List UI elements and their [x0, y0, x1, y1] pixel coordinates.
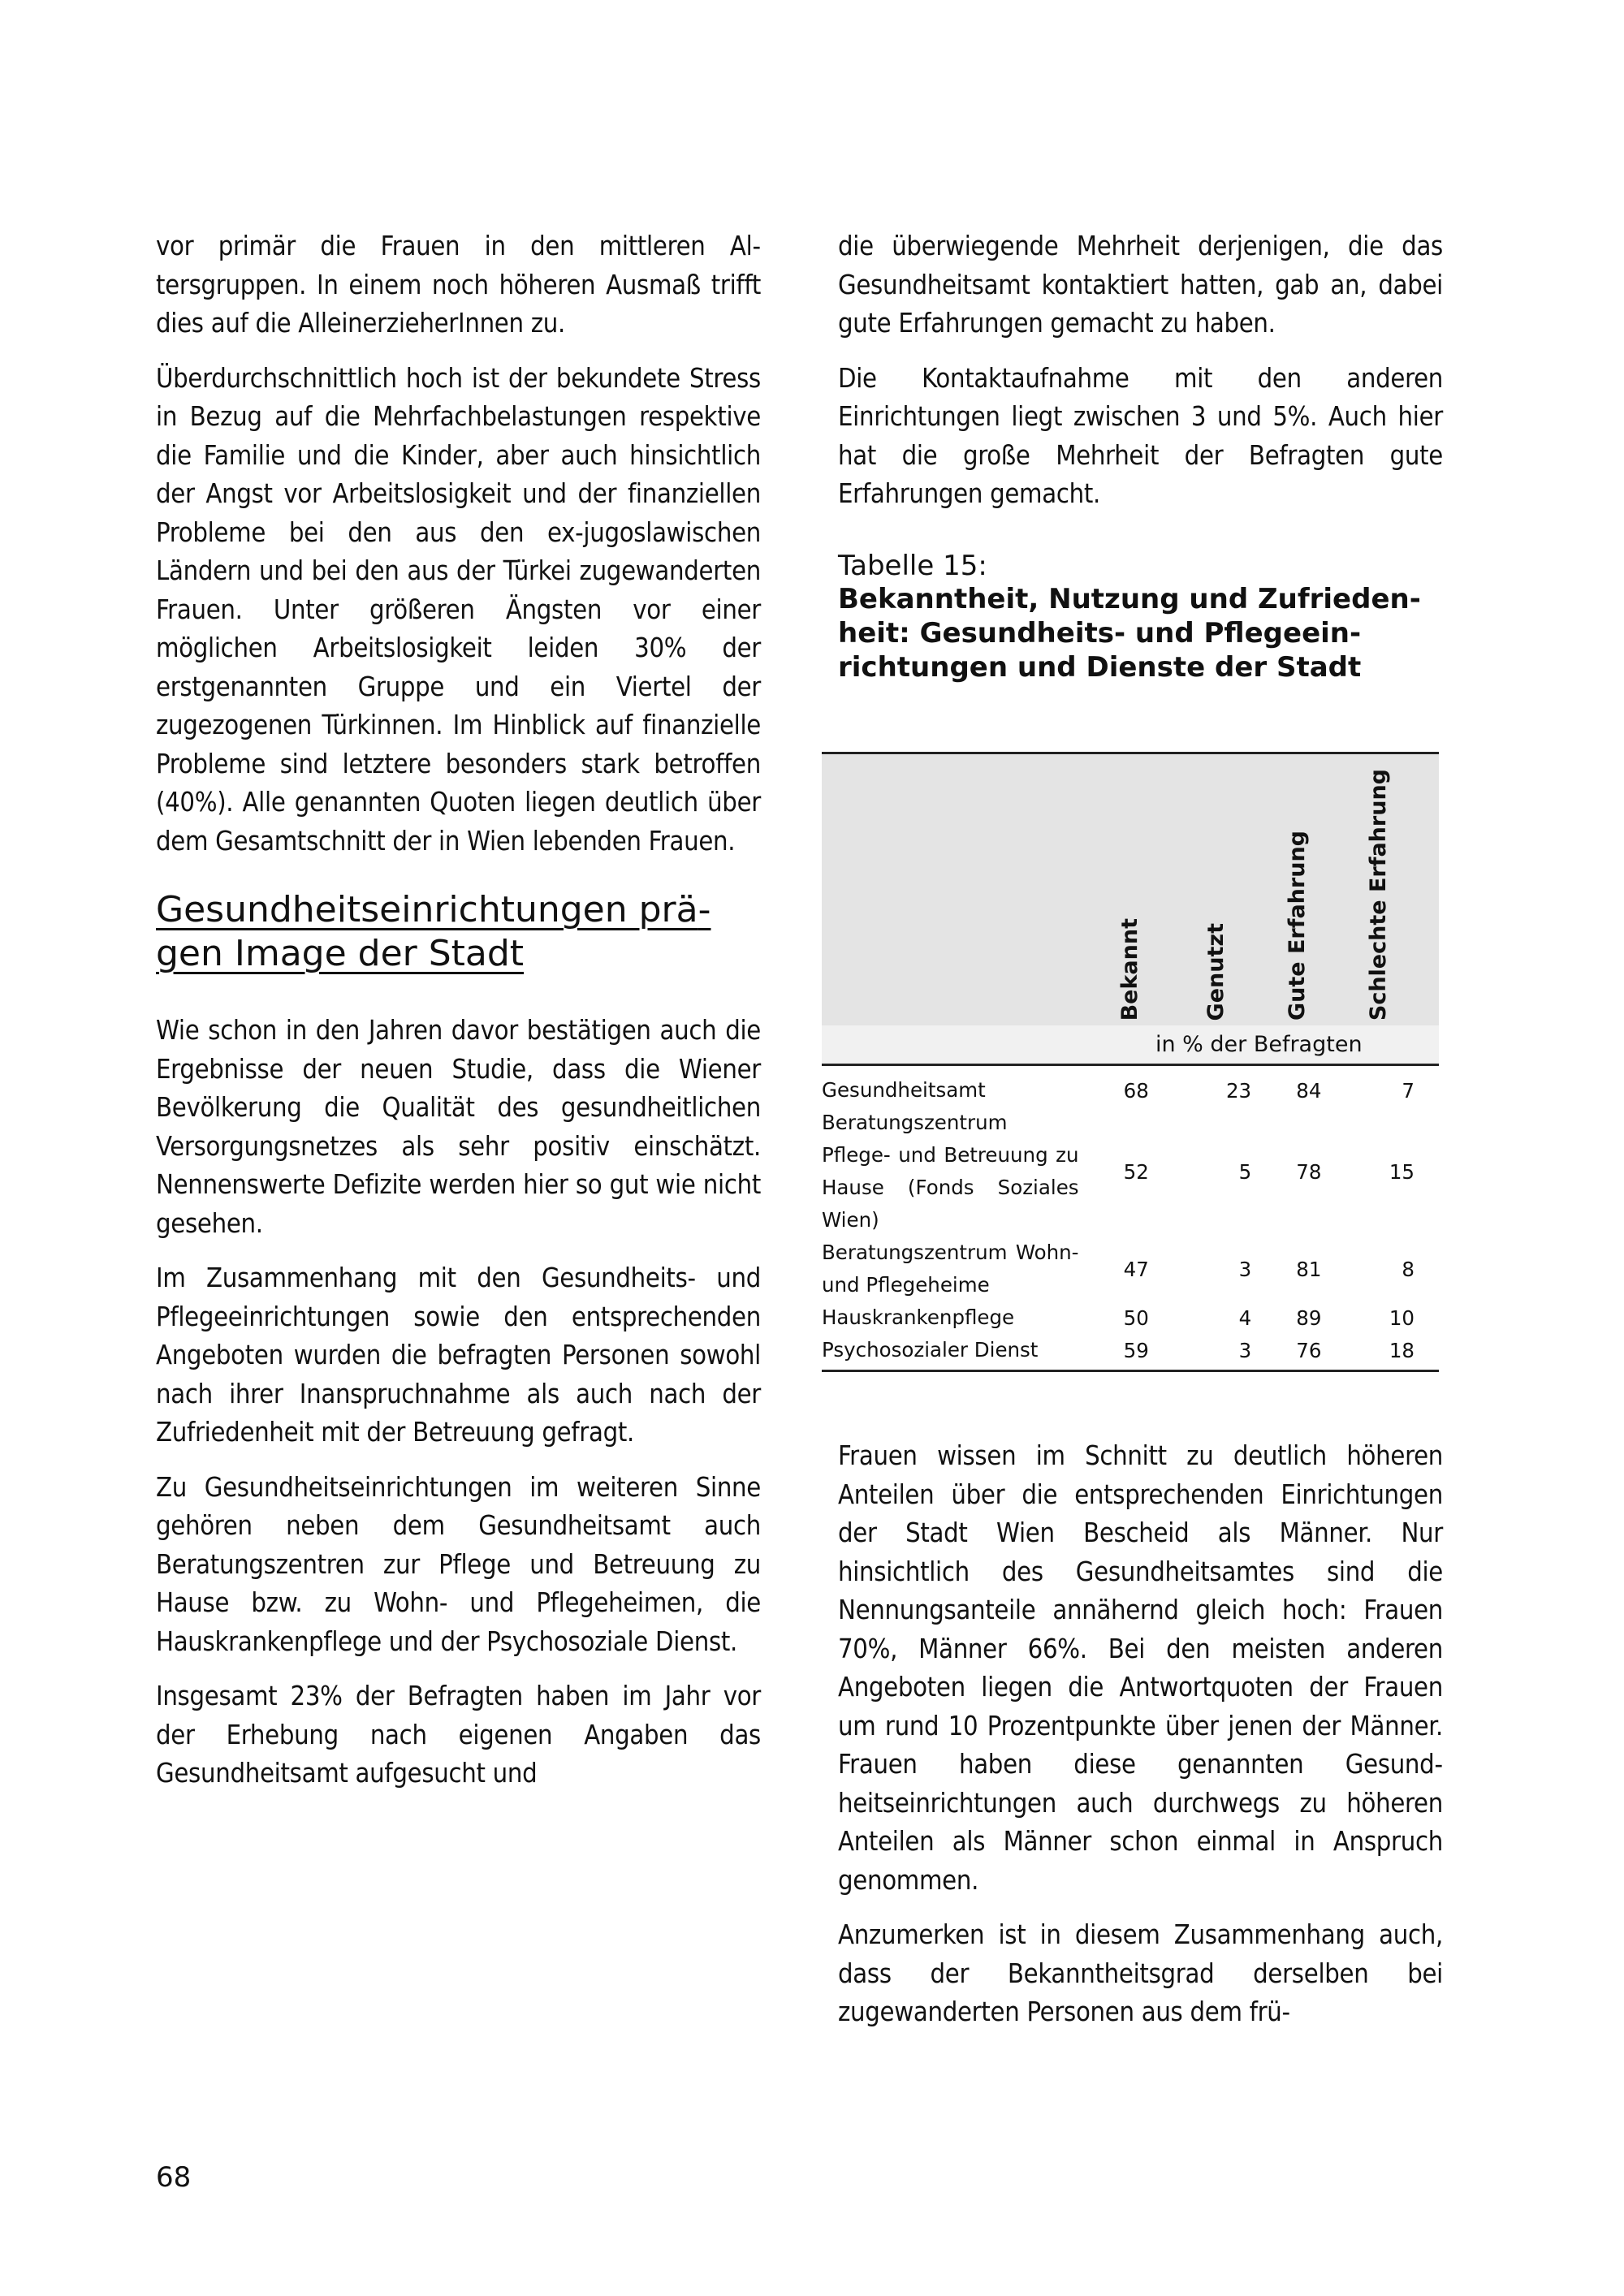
- column-header-gute-erfahrung: Gute Erfahrung: [1251, 753, 1344, 1026]
- paragraph: Überdurchschnittlich hoch ist der bekundete Stress in Bezug auf die Mehrfachbelastungen respektive die Familie und die Kinder, aber auch hinsichtlich der Angst vor Arbeitslosigkeit und der finanziellen Probleme bei den aus den ex-jugoslawischen Ländern und bei den aus der Türkei zugewanderten Frauen. Unter größeren Ängsten vor einer möglichen Arbeitslosigkeit leiden 30% der erstgenannten Gruppe und ein Viertel der zugezogenen Türkinnen. Im Hinblick auf finanzielle Probleme sind letztere besonders stark betroffen (40%). Alle genannten Quoten liegen deutlich über dem Gesamtschnitt der in Wien lebenden Frauen.: [156, 362, 761, 857]
- table-row: Beratungszentrum Pflege- und Betreuung zu Hause (Fonds Soziales Wien) 52 5 78 15: [822, 1111, 1415, 1232]
- data-table: [822, 752, 1439, 1372]
- column-header-schlechte-erfahrung: Schlechte Erfahrung: [1344, 753, 1439, 1026]
- page-number: 68: [156, 2161, 192, 2194]
- paragraph: Wie schon in den Jahren davor bestätigen auch die Ergebnisse der neuen Studie, dass die Wiener Bevölkerung die Qualität des gesundheitlichen Versorgungsnetzes als sehr positiv einschätzt. Nennenswerte Defizite werden hier so gut wie nicht gesehen.: [156, 1015, 761, 1239]
- section-heading: Gesundheitseinrichtungen prägen Image der Stadt: [156, 889, 711, 974]
- table-row: Beratungszentrum Wohn- und Pflegeheime 47 3 81 8: [822, 1241, 1415, 1297]
- table-label: Tabelle 15:: [838, 549, 987, 582]
- table-row: Gesundheitsamt 68 23 84 7: [822, 1078, 1415, 1103]
- paragraph: die überwiegende Mehrheit derjenigen, die das Gesundheitsamt kontaktiert hatten, gab an, dabei gute Erfahrungen gemacht zu haben.: [838, 231, 1443, 339]
- paragraph: Insgesamt 23% der Befragten haben im Jahr vor der Erhebung nach eigenen Angaben das Gesundheitsamt aufgesucht und: [156, 1681, 761, 1789]
- column-header-genutzt: Genutzt: [1181, 753, 1251, 1026]
- left-column: [156, 227, 761, 1810]
- column-header-bekannt: Bekannt: [1079, 753, 1181, 1026]
- table-unit-row: [822, 1025, 1439, 1065]
- right-column: [838, 227, 1443, 684]
- header-empty-cell: [822, 753, 1079, 1026]
- paragraph: Frauen wissen im Schnitt zu deutlich höheren Anteilen über die entsprechenden Einrichtungen der Stadt Wien Bescheid als Männer. Nur hinsichtlich des Gesundheitsamtes sind die Nennungsanteile annähernd gleich hoch: Frauen 70%, Männer 66%. Bei den meisten anderen Angeboten liegen die Antwortquoten der Frauen um rund 10 Prozentpunkte über jenen der Männer. Frauen haben diese genannten Gesundheitseinrichtungen auch durchwegs zu höheren Anteilen als Männer schon einmal in Anspruch genommen.: [838, 1440, 1443, 1896]
- paragraph: vor primär die Frauen in den mittleren Altersgruppen. In einem noch höheren Ausmaß trifft dies auf die AlleinerzieherInnen zu.: [156, 231, 761, 339]
- table-caption: [838, 550, 1443, 684]
- paragraph: Anzumerken ist in diesem Zusammenhang auch, dass der Bekanntheitsgrad derselben bei zugewanderten Personen aus dem frü-: [838, 1919, 1443, 2027]
- paragraph: Im Zusammenhang mit den Gesundheits- und Pflegeeinrichtungen sowie den entsprechenden Angeboten wurden die befragten Personen sowohl nach ihrer Inanspruchnahme als auch nach der Zufriedenheit mit der Betreuung gefragt.: [156, 1262, 761, 1448]
- table-title: Bekanntheit, Nutzung und Zufriedenheit: Gesundheits- und Pflegeeinrichtungen und Dienste der Stadt: [838, 582, 1421, 684]
- table-row: Psychosozialer Dienst 59 3 76 18: [822, 1334, 1439, 1371]
- table-row: Hauskrankenpflege 50 4 89 10: [822, 1306, 1415, 1330]
- right-column-continued: [838, 1437, 1443, 2048]
- paragraph: Die Kontaktaufnahme mit den anderen Einrichtungen liegt zwischen 3 und 5%. Auch hier hat die große Mehrheit der Befragten gute Erfahrungen gemacht.: [838, 362, 1443, 509]
- unit-label: in % der Befragten: [1079, 1025, 1439, 1065]
- paragraph: Zu Gesundheitseinrichtungen im weiteren Sinne gehören neben dem Gesundheitsamt auch Beratungszentren zur Pflege und Betreuung zu Hause bzw. zu Wohn- und Pflegeheimen, die Hauskrankenpflege und der Psychosoziale Dienst.: [156, 1471, 761, 1657]
- table-header-row: [822, 753, 1439, 1026]
